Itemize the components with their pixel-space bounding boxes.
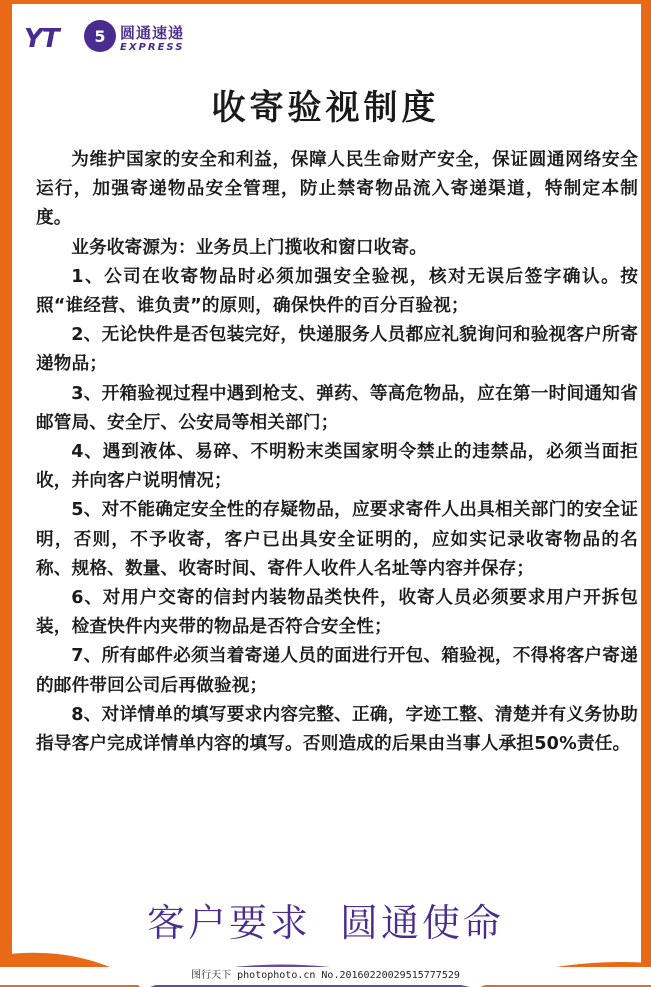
slogan: 客户要求 圆通使命: [146, 901, 505, 945]
logo-circle-icon: 5: [84, 20, 116, 52]
rule-item: 2、无论快件是否包装完好，快递服务人员都应礼貌询问和验视客户所寄递物品；: [36, 325, 638, 375]
rule-item: 1、公司在收寄物品时必须加强安全验视，核对无误后签字确认。按照“谁经营、谁负责”的原则，确保快件的百分百验视；: [36, 266, 638, 317]
rule-item: 3、开箱验视过程中遇到枪支、弹药、等高危物品，应在第一时间通知省邮管局、安全厅、公安局等相关部门；: [36, 383, 638, 433]
yto-logo: [24, 14, 224, 58]
policy-body: [36, 146, 638, 759]
rule-item: 8、对详情单的填写要求内容完整、正确，字迹工整、清楚并有义务协助指导客户完成详情单内容的填写。否则造成的后果由当事人承担50%责任。: [36, 704, 638, 755]
logo-name-en: EXPRESS: [120, 42, 185, 53]
rule-item: 6、对用户交寄的信封内装物品类快件，收寄人员必须要求用户开拆包装，检查快件内夹带的物品是否符合安全性；: [36, 588, 638, 638]
logo-mark: YT: [24, 24, 59, 54]
logo-name-cn: 圆通速递: [120, 24, 185, 42]
rule-item: 5、对不能确定安全性的存疑物品，应要求寄件人出具相关部门的安全证明，否则，不予收寄，客户已出具安全证明的，应如实记录收寄物品的名称、规格、数量、收寄时间、寄件人收件人名址等内容并保存；: [36, 500, 638, 579]
rule-item: 7、所有邮件必须当着寄递人员的面进行开包、箱验视，不得将客户寄递的邮件带回公司后再做验视；: [36, 646, 638, 696]
page-title: 收寄验视制度: [211, 88, 440, 128]
watermark-bar: 图行天下 photophoto.cn No.20160220029515777529: [0, 967, 651, 985]
source-paragraph: 业务收寄源为：业务员上门揽收和窗口收寄。: [71, 237, 428, 258]
intro-paragraph: 为维护国家的安全和利益，保障人民生命财产安全，保证圆通网络安全运行，加强寄递物品安全管理，防止禁寄物品流入寄递渠道，特制定本制度。: [36, 150, 638, 229]
rule-item: 4、遇到液体、易碎、不明粉末类国家明令禁止的违禁品，必须当面拒收，并向客户说明情况；: [36, 442, 638, 492]
